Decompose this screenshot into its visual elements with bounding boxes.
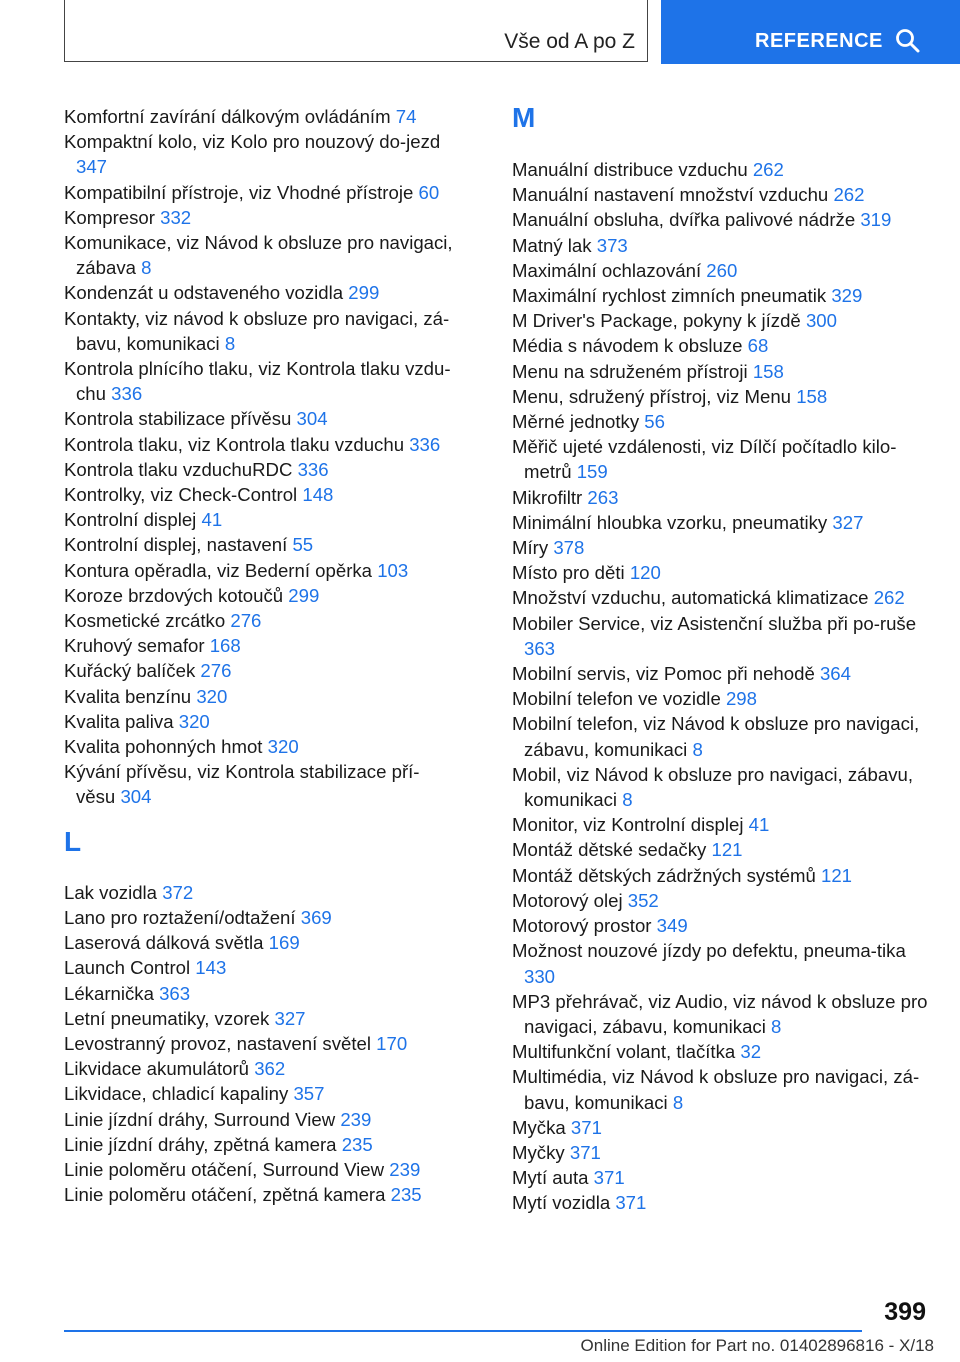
index-entry (64, 1157, 456, 1182)
page-link[interactable]: 320 (178, 710, 210, 732)
page-link[interactable]: 336 (297, 458, 329, 480)
index-entry (64, 532, 456, 557)
page-link[interactable]: 330 (524, 965, 556, 987)
index-entry (64, 205, 456, 230)
index-entry (64, 1081, 456, 1106)
index-entry-text: Měřič ujeté vzdálenosti, viz Dílčí počítadlo kilo‐metrů (512, 436, 897, 483)
index-entry-text: Mytí vozidla (512, 1192, 611, 1214)
index-entry (64, 432, 456, 457)
index-entry (512, 888, 932, 913)
index-entry (512, 837, 932, 862)
page-link[interactable]: 364 (819, 663, 851, 685)
index-entry (512, 233, 932, 258)
index-entry (512, 762, 932, 812)
index-entry (512, 1115, 932, 1140)
index-entry-text: Kontrolní displej (64, 509, 197, 531)
index-entry-text: Likvidace, chladicí kapaliny (64, 1083, 289, 1105)
page-link[interactable]: 8 (141, 257, 152, 279)
page-link[interactable]: 235 (341, 1133, 373, 1155)
index-entry-text: Kontrolní displej, nastavení (64, 534, 288, 556)
index-entry-text: Multifunkční volant, tlačítka (512, 1041, 736, 1063)
index-entry-text: Kontrola stabilizace přívěsu (64, 408, 292, 430)
index-entry-text: Linie jízdní dráhy, zpětná kamera (64, 1133, 337, 1155)
index-entry (512, 812, 932, 837)
page-link[interactable]: 235 (390, 1184, 422, 1206)
page-link[interactable]: 262 (873, 587, 905, 609)
page-link[interactable]: 60 (418, 181, 440, 203)
index-entry-text: Montáž dětských zádržných systémů (512, 864, 816, 886)
index-entry-text: Kontura opěradla, viz Bederní opěrka (64, 559, 373, 581)
index-entry-text: Mobiler Service, viz Asistenční služba při po‐ruše (512, 612, 917, 634)
index-entry (64, 1006, 456, 1031)
index-entry (64, 1107, 456, 1132)
index-entry-text: MP3 přehrávač, viz Audio, viz návod k obsluze pro navigaci, zábavu, komunikaci (512, 990, 928, 1037)
index-entry (64, 930, 456, 955)
index-entry (64, 457, 456, 482)
search-icon[interactable] (895, 28, 921, 54)
index-entry (512, 585, 932, 610)
index-entry (512, 157, 932, 182)
index-entry (64, 406, 456, 431)
index-entry (512, 359, 932, 384)
index-entry-text: Launch Control (64, 957, 191, 979)
footer-rule (64, 1330, 862, 1332)
page-link[interactable]: 371 (569, 1141, 601, 1163)
page-link[interactable]: 336 (409, 433, 441, 455)
page-link[interactable]: 41 (201, 509, 223, 531)
page-link[interactable]: 363 (524, 637, 556, 659)
page-link[interactable]: 262 (752, 159, 784, 180)
index-entry-text: Kompresor (64, 206, 155, 228)
index-entry (64, 129, 456, 179)
index-letter-l: L (64, 825, 82, 857)
index-entry-text: Mobilní servis, viz Pomoc při nehodě (512, 663, 815, 685)
page-link[interactable]: 41 (748, 814, 770, 836)
page-link[interactable]: 371 (593, 1167, 625, 1189)
page-link[interactable]: 276 (230, 610, 262, 632)
index-entry-text: Kvalita benzínu (64, 685, 192, 707)
index-group-m (512, 157, 932, 1216)
index-entry (64, 709, 456, 734)
index-entry (64, 356, 456, 406)
index-entry (64, 507, 456, 532)
index-entry-text: Menu, sdružený přístroj, viz Menu (512, 385, 792, 407)
index-entry-text: Myčky (512, 1141, 565, 1163)
index-entry-text: Myčka (512, 1116, 566, 1138)
page-link[interactable]: 371 (570, 1116, 602, 1138)
page-link[interactable]: 349 (656, 915, 688, 937)
page-link[interactable]: 336 (111, 383, 143, 405)
page-link[interactable]: 304 (296, 408, 328, 430)
page-link[interactable]: 320 (196, 685, 228, 707)
index-group-l (64, 880, 456, 1208)
page-link[interactable]: 298 (725, 688, 757, 710)
index-entry (512, 913, 932, 938)
index-entry (64, 955, 456, 980)
index-entry-text: Kvalita paliva (64, 710, 174, 732)
page-link[interactable]: 159 (576, 461, 608, 483)
index-entry (64, 1056, 456, 1081)
page-link[interactable]: 8 (672, 1091, 684, 1113)
page-link[interactable]: 8 (224, 332, 236, 354)
page-link[interactable]: 329 (831, 285, 863, 307)
page-link[interactable]: 148 (302, 484, 334, 506)
index-entry (64, 981, 456, 1006)
index-entry (64, 608, 456, 633)
page-link[interactable]: 362 (254, 1058, 286, 1080)
index-entry (64, 658, 456, 683)
header-section-box (64, 0, 648, 62)
index-entry (512, 989, 932, 1039)
index-entry-text: Kývání přívěsu, viz Kontrola stabilizace pří‐věsu (64, 761, 420, 808)
index-entry-text: Mytí auta (512, 1167, 589, 1189)
index-entry (64, 905, 456, 930)
page-link[interactable]: 357 (293, 1083, 325, 1105)
page-link[interactable]: 378 (553, 537, 585, 559)
index-entry (512, 611, 932, 661)
page-link[interactable]: 143 (195, 957, 227, 979)
page-link[interactable]: 8 (622, 789, 633, 811)
index-entry (512, 1190, 932, 1215)
index-entry-text: Manuální distribuce vzduchu (512, 159, 748, 180)
index-entry (512, 182, 932, 207)
index-entry (64, 1031, 456, 1056)
index-entry-text: Lékarnička (64, 982, 154, 1004)
page-link[interactable]: 319 (860, 209, 892, 231)
section-title: Vše od A po Z (504, 30, 635, 53)
index-entry (64, 1182, 456, 1207)
page-link[interactable]: 327 (274, 1007, 306, 1029)
index-entry (512, 1039, 932, 1064)
page-link[interactable]: 276 (200, 660, 232, 682)
index-entry (64, 759, 456, 809)
index-entry-text: Kontakty, viz návod k obsluze pro navigaci, zá‐bavu, komunikaci (64, 307, 450, 354)
index-entry (512, 283, 932, 308)
index-entry-text: Manuální obsluha, dvířka palivové nádrže (512, 209, 856, 231)
index-entry-text: Koroze brzdových kotoučů (64, 584, 284, 606)
index-entry (512, 308, 932, 333)
index-entry-text: Linie jízdní dráhy, Surround View (64, 1108, 336, 1130)
index-entry-text: Maximální rychlost zimních pneumatik (512, 285, 827, 307)
index-entry-text: Linie poloměru otáčení, zpětná kamera (64, 1184, 386, 1206)
index-entry (64, 180, 456, 205)
index-entry-text: Linie poloměru otáčení, Surround View (64, 1158, 385, 1180)
index-entry (64, 734, 456, 759)
index-entry-text: Menu na sdruženém přístroji (512, 360, 748, 382)
index-entry-text: Mobil, viz Návod k obsluze pro navigaci, zábavu, komunikaci (512, 763, 914, 811)
index-entry (512, 686, 932, 711)
footer-edition: Online Edition for Part no. 01402896816 - X/18 (580, 1336, 934, 1355)
index-entry-text: Maximální ochlazování (512, 259, 702, 281)
page-link[interactable]: 239 (340, 1108, 372, 1130)
index-entry-text: Komfortní zavírání dálkovým ovládáním (64, 106, 391, 127)
index-entry (64, 482, 456, 507)
index-entry-text: Matný lak (512, 234, 592, 256)
page-number: 399 (884, 1298, 926, 1326)
index-entry-text: Média s návodem k obsluze (512, 335, 743, 357)
index-entry-text: Měrné jednotky (512, 411, 640, 433)
index-letter-m: M (512, 102, 536, 133)
index-entry-text: Motorový prostor (512, 915, 652, 937)
index-entry (512, 863, 932, 888)
index-entry (512, 384, 932, 409)
index-entry-text: Multimédia, viz Návod k obsluze pro navigaci, zá‐bavu, komunikaci (512, 1066, 920, 1113)
page-link[interactable]: 8 (771, 1015, 782, 1037)
index-entry (512, 434, 932, 484)
index-entry-text: Montáž dětské sedačky (512, 839, 707, 861)
index-entry-text: Likvidace akumulátorů (64, 1058, 250, 1080)
index-entry (512, 1165, 932, 1190)
page-link[interactable]: 347 (76, 156, 108, 178)
index-entry-text: Místo pro děti (512, 562, 625, 584)
page-link[interactable]: 103 (377, 559, 409, 581)
index-entry (64, 1132, 456, 1157)
page-link[interactable]: 300 (805, 310, 837, 332)
index-entry-text: Lano pro roztažení/odtažení (64, 906, 296, 928)
index-entry (512, 510, 932, 535)
index-entry (64, 306, 456, 356)
index-entry (512, 938, 932, 988)
index-entry (512, 485, 932, 510)
page-link[interactable]: 74 (395, 106, 417, 127)
index-entry (512, 207, 932, 232)
page-link[interactable]: 327 (832, 511, 864, 533)
index-entry-text: Kondenzát u odstaveného vozidla (64, 282, 344, 304)
index-entry-text: Monitor, viz Kontrolní displej (512, 814, 744, 836)
index-entry-text: Mobilní telefon ve vozidle (512, 688, 721, 710)
index-entry (512, 560, 932, 585)
index-entry (512, 661, 932, 686)
page-link[interactable]: 239 (389, 1158, 421, 1180)
index-entry (64, 880, 456, 905)
page-link[interactable]: 263 (587, 486, 619, 508)
index-entry-text: Letní pneumatiky, vzorek (64, 1007, 270, 1029)
index-entry-text: Kontrola plnícího tlaku, viz Kontrola tlaku vzdu‐chu (64, 358, 451, 405)
page-link[interactable]: 158 (796, 385, 828, 407)
index-entry-text: Kontrolky, viz Check-Control (64, 484, 298, 506)
page-link[interactable]: 8 (692, 738, 703, 760)
index-entry-text: Kontrola tlaku vzduchuRDC (64, 458, 293, 480)
page-link[interactable]: 332 (160, 206, 192, 228)
index-entry-text: Kuřácký balíček (64, 660, 196, 682)
page-link[interactable]: 352 (627, 889, 659, 911)
index-entry-text: Manuální nastavení množství vzduchu (512, 184, 829, 206)
index-entry-text: Kompaktní kolo, viz Kolo pro nouzový do‐jezd (64, 131, 441, 153)
index-entry (64, 104, 456, 129)
page-link[interactable]: 32 (740, 1041, 762, 1063)
index-entry-text: Kompatibilní přístroje, viz Vhodné přístroje (64, 181, 414, 203)
index-entry (64, 633, 456, 658)
page-link[interactable]: 120 (629, 562, 661, 584)
page-link[interactable]: 169 (268, 932, 300, 954)
index-column-left (64, 104, 456, 1207)
index-entry-text: M Driver's Package, pokyny k jízdě (512, 310, 801, 332)
page-link[interactable]: 158 (752, 360, 784, 382)
index-entry (512, 1140, 932, 1165)
index-group-k (64, 104, 456, 810)
page-link[interactable]: 304 (120, 786, 152, 808)
index-entry (64, 280, 456, 305)
index-column-right (512, 104, 932, 1216)
page-link[interactable]: 121 (711, 839, 743, 861)
index-entry (64, 230, 456, 280)
index-entry-text: Možnost nouzové jízdy po defektu, pneuma‐tika (512, 940, 906, 962)
index-entry (64, 583, 456, 608)
page-link[interactable]: 363 (159, 982, 191, 1004)
index-entry (512, 1064, 932, 1114)
index-entry (512, 409, 932, 434)
page-link[interactable]: 372 (162, 881, 194, 903)
page-link[interactable]: 121 (821, 864, 853, 886)
index-entry-text: Levostranný provoz, nastavení světel (64, 1032, 371, 1054)
index-entry (512, 258, 932, 283)
page-link[interactable]: 68 (747, 335, 769, 357)
page-link[interactable]: 373 (596, 234, 628, 256)
index-entry (64, 558, 456, 583)
page-link[interactable]: 260 (706, 259, 738, 281)
index-entry-text: Motorový olej (512, 889, 623, 911)
index-entry-text: Laserová dálková světla (64, 932, 264, 954)
index-entry-text: Kruhový semafor (64, 635, 205, 657)
index-entry (512, 711, 932, 761)
index-entry-text: Minimální hloubka vzorku, pneumatiky (512, 511, 828, 533)
index-entry-text: Míry (512, 537, 549, 559)
index-entry (64, 684, 456, 709)
index-entry-text: Kontrola tlaku, viz Kontrola tlaku vzduchu (64, 433, 405, 455)
index-entry-text: Mikrofiltr (512, 486, 583, 508)
page-link[interactable]: 168 (209, 635, 241, 657)
page-link[interactable]: 262 (833, 184, 865, 206)
page-link[interactable]: 299 (348, 282, 380, 304)
page-link[interactable]: 299 (288, 584, 320, 606)
index-entry (512, 535, 932, 560)
page-link[interactable]: 170 (376, 1032, 408, 1054)
index-entry-text: Mobilní telefon, viz Návod k obsluze pro navigaci, zábavu, komunikaci (512, 713, 920, 760)
page-link[interactable]: 320 (267, 736, 299, 758)
index-entry-text: Lak vozidla (64, 881, 158, 903)
index-entry (512, 333, 932, 358)
index-entry-text: Komunikace, viz Návod k obsluze pro navigaci, zábava (64, 232, 453, 279)
reference-tab[interactable] (661, 0, 960, 64)
index-entry-text: Kvalita pohonných hmot (64, 736, 263, 758)
page-link[interactable]: 55 (292, 534, 314, 556)
page-link[interactable]: 369 (300, 906, 332, 928)
reference-tab-label: REFERENCE (755, 30, 883, 52)
page-link[interactable]: 56 (644, 411, 665, 433)
index-entry-text: Kosmetické zrcátko (64, 610, 226, 632)
index-entry-text: Množství vzduchu, automatická klimatizace (512, 587, 869, 609)
page-link[interactable]: 371 (615, 1192, 647, 1214)
